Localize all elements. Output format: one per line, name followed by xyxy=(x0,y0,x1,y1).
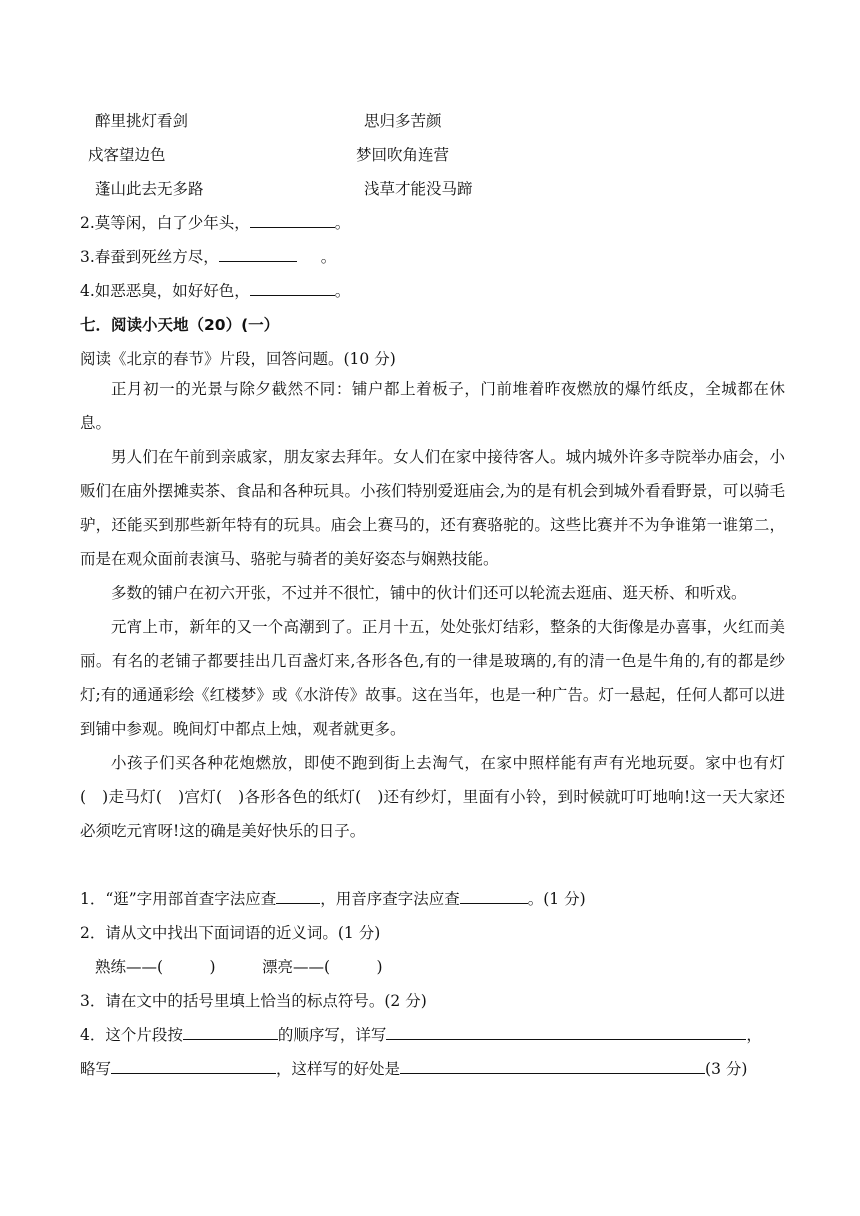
answer-blank[interactable] xyxy=(400,1059,705,1074)
q1-text-a: 1．“逛”字用部首查字法应查 xyxy=(80,890,277,908)
section-title: 七．阅读小天地（20）(一） xyxy=(80,316,280,334)
fill-line-3 xyxy=(80,247,336,267)
passage-paragraph: 正月初一的光景与除夕截然不同：铺户都上着板子，门前堆着昨夜燃放的爆竹纸皮，全城都在休息。 xyxy=(80,380,785,432)
question-4 xyxy=(80,1025,762,1045)
fill-line-4 xyxy=(80,281,350,301)
passage-paragraph: 多数的铺户在初六开张，不过并不很忙，铺中的伙计们还可以轮流去逛庙、逛天桥、和听戏。 xyxy=(111,584,747,602)
q2-item-a: 熟练——( ) xyxy=(95,958,216,976)
poem-right-2: 梦回吹角连营 xyxy=(356,146,450,164)
poem-left-2: 戍客望边色 xyxy=(88,146,166,164)
q4-text-d: 略写 xyxy=(80,1060,112,1078)
fill-line-2 xyxy=(80,213,350,233)
answer-blank[interactable] xyxy=(250,213,335,228)
q1-text-b: ，用音序查字法应查 xyxy=(320,890,460,908)
answer-blank[interactable] xyxy=(276,889,320,904)
reading-passage xyxy=(80,372,785,848)
passage-paragraph: 元宵上市，新年的又一个高潮到了。正月十五，处处张灯结彩，整条的大街像是办喜事，火红而美丽。有名的老铺子都要挂出几百盏灯来,各形各色,有的一律是玻璃的,有的清一色是牛角的,有的都是纱灯;有的通通彩绘《红楼梦》或《水浒传》故事。这在当年，也是一种广告。灯一悬起，任何人都可以进到铺中参观。晚间灯中都点上烛，观者就更多。 xyxy=(80,618,785,738)
q4-text-a: 4．这个片段按 xyxy=(80,1026,183,1044)
poem-left-1: 醉里挑灯看剑 xyxy=(95,112,189,130)
fill-end: 。 xyxy=(334,214,351,232)
answer-blank[interactable] xyxy=(460,889,528,904)
q2-item-b: 漂亮——( ) xyxy=(262,958,383,976)
passage-paragraph: 小孩子们买各种花炮燃放，即使不跑到街上去淘气，在家中照样能有声有光地玩耍。家中也有灯( )走马灯( )宫灯( )各形各色的纸灯( )还有纱灯，里面有小铃，到时候就叮叮地响!这一天大家还必须吃元宵呀!这的确是美好快乐的日子。 xyxy=(80,754,785,840)
answer-blank[interactable] xyxy=(111,1059,276,1074)
poem-right-1: 思归多苦颜 xyxy=(364,112,442,130)
fill-text: 4.如恶恶臭，如好好色， xyxy=(80,282,250,300)
fill-text: 2.莫等闲，白了少年头， xyxy=(80,214,250,232)
answer-blank[interactable] xyxy=(183,1025,278,1040)
reading-instruction: 阅读《北京的春节》片段，回答问题。(10 分) xyxy=(80,350,396,368)
answer-blank[interactable] xyxy=(386,1025,746,1040)
fill-end: 。 xyxy=(334,282,351,300)
q4-text-f: (3 分) xyxy=(705,1060,748,1078)
poem-left-3: 蓬山此去无多路 xyxy=(95,180,204,198)
answer-blank[interactable] xyxy=(219,247,297,262)
q4-text-c: ， xyxy=(746,1026,762,1044)
question-4-cont xyxy=(80,1059,747,1079)
fill-text: 3.春蚕到死丝方尽， xyxy=(80,248,219,266)
question-2: 2．请从文中找出下面词语的近义词。(1 分) xyxy=(80,924,381,942)
question-3: 3．请在文中的括号里填上恰当的标点符号。(2 分) xyxy=(80,992,427,1010)
question-1 xyxy=(80,889,586,909)
q1-text-c: 。(1 分) xyxy=(527,890,586,908)
fill-end: 。 xyxy=(320,248,337,266)
poem-right-3: 浅草才能没马蹄 xyxy=(364,180,473,198)
passage-paragraph: 男人们在午前到亲戚家，朋友家去拜年。女人们在家中接待客人。城内城外许多寺院举办庙会，小贩们在庙外摆摊卖茶、食品和各种玩具。小孩们特别爱逛庙会,为的是有机会到城外看看野景，可以骑毛驴，还能买到那些新年特有的玩具。庙会上赛马的，还有赛骆驼的。这些比赛并不为争谁第一谁第二，而是在观众面前表演马、骆驼与骑者的美好姿态与娴熟技能。 xyxy=(80,448,785,568)
answer-blank[interactable] xyxy=(250,281,335,296)
q4-text-b: 的顺序写，详写 xyxy=(277,1026,387,1044)
q4-text-e: ，这样写的好处是 xyxy=(276,1060,401,1078)
